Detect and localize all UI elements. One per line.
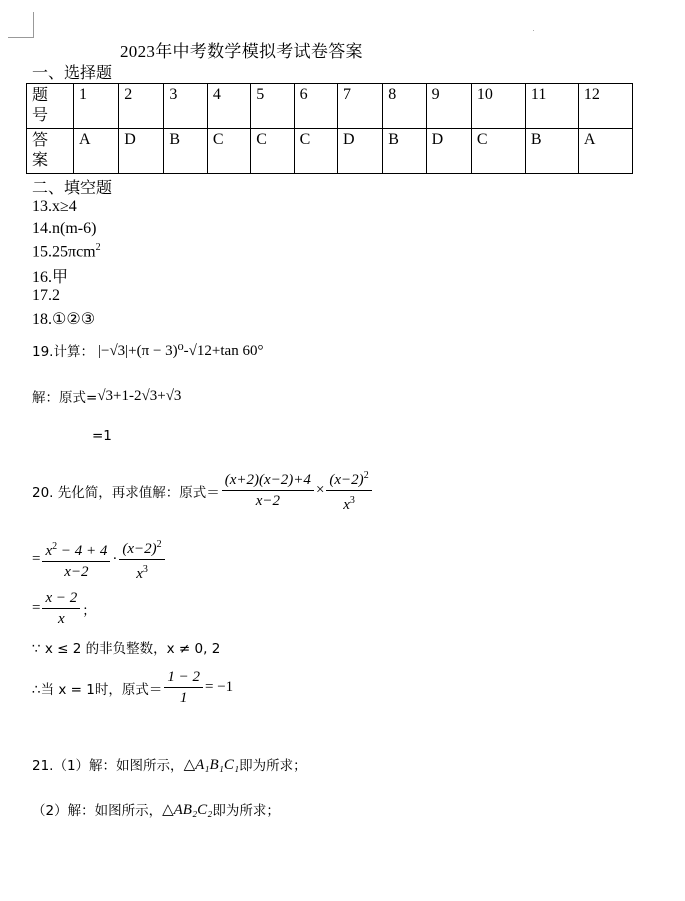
section-heading-fill: 二、填空题 [32, 180, 113, 197]
answer-cell: C [294, 129, 337, 174]
answer-table [26, 83, 633, 174]
q20-therefore: ∴当 x = 1时，原式＝ $\frac{1 - 2}{1}$ = −1 [32, 669, 234, 706]
page-corner-mark [33, 12, 34, 38]
answer-17: 17.2 [32, 287, 60, 304]
answer-13: 13.x≥4 [32, 198, 77, 215]
answer-cell: D [119, 129, 164, 174]
document-title: 2023年中考数学模拟考试卷答案 [120, 42, 363, 61]
table-row [27, 84, 633, 129]
q20-because: ∵ x ≤ 2 的非负整数，x ≠ 0, 2 [32, 641, 221, 657]
answer-cell: C [251, 129, 294, 174]
question-number-cell: 9 [426, 84, 471, 129]
answer-15: 15.25πcm$^2$ [32, 242, 101, 261]
question-number-cell: 11 [525, 84, 578, 129]
q20-step1: = $\frac{x^2 - 4 + 4}{x-2}$ · $\frac{(x-2)^2}{x^3}$ [32, 535, 167, 584]
answer-cell: D [426, 129, 471, 174]
fraction: $\frac{x^2 - 4 + 4}{x-2}$ [42, 537, 110, 582]
question-number-cell: 7 [338, 84, 383, 129]
q19-result: =1 [92, 428, 112, 444]
answer-cell: B [164, 129, 207, 174]
answer-18: 18.①②③ [32, 311, 96, 328]
q19-prompt: 19.计算： |−√3|+(π − 3)⁰-√12+tan 60° [32, 342, 264, 360]
fraction: $\frac{(x-2)^2}{x^3}$ [326, 466, 371, 515]
fraction: $\frac{1 - 2}{1}$ [164, 667, 203, 708]
answer-cell: B [525, 129, 578, 174]
fraction: $\frac{(x+2)(x-2)+4}{x-2}$ [222, 470, 314, 511]
table-header-cell: 题 号 [27, 84, 74, 129]
q21-part1: 21.（1）解：如图所示， △A₁B₁C₁ 即为所求； [32, 756, 307, 774]
question-number-cell: 5 [251, 84, 294, 129]
answer-cell: C [207, 129, 250, 174]
table-header-cell: 答 案 [27, 129, 74, 174]
question-number-cell: 8 [383, 84, 426, 129]
answer-cell: C [471, 129, 525, 174]
stray-dot [533, 30, 534, 31]
fraction: $\frac{(x-2)^2}{x^3}$ [119, 535, 164, 584]
page-corner-mark [8, 37, 34, 38]
fraction: $\frac{x - 2}{x}$ [42, 588, 80, 629]
section-heading-choice: 一、选择题 [32, 65, 113, 82]
answer-cell: B [383, 129, 426, 174]
question-number-cell: 4 [207, 84, 250, 129]
table-row [27, 129, 633, 174]
answer-14: 14.n(m-6) [32, 220, 97, 237]
q19-expression: |−√3|+(π − 3)⁰-√12+tan 60° [97, 342, 264, 359]
question-number-cell: 12 [578, 84, 632, 129]
question-number-cell: 10 [471, 84, 525, 129]
question-number-cell: 6 [294, 84, 337, 129]
answer-16: 16.甲 [32, 269, 69, 286]
q19-solution: 解：原式= √3+1-2√3+√3 [32, 387, 182, 406]
q19-solution-expression: √3+1-2√3+√3 [97, 387, 182, 404]
q20-step2: = $\frac{x - 2}{x}$ ； [32, 590, 96, 627]
answer-cell: A [578, 129, 632, 174]
answer-cell: A [74, 129, 119, 174]
q21-part2: （2）解：如图所示， △AB₂C₂ 即为所求； [32, 801, 280, 819]
q20-prompt: 20. 先化简，再求值解：原式＝ $\frac{(x+2)(x-2)+4}{x-2}$ × $\frac{(x-2)^2}{x^3}$ [32, 466, 374, 515]
question-number-cell: 1 [74, 84, 119, 129]
question-number-cell: 2 [119, 84, 164, 129]
answer-cell: D [338, 129, 383, 174]
question-number-cell: 3 [164, 84, 207, 129]
